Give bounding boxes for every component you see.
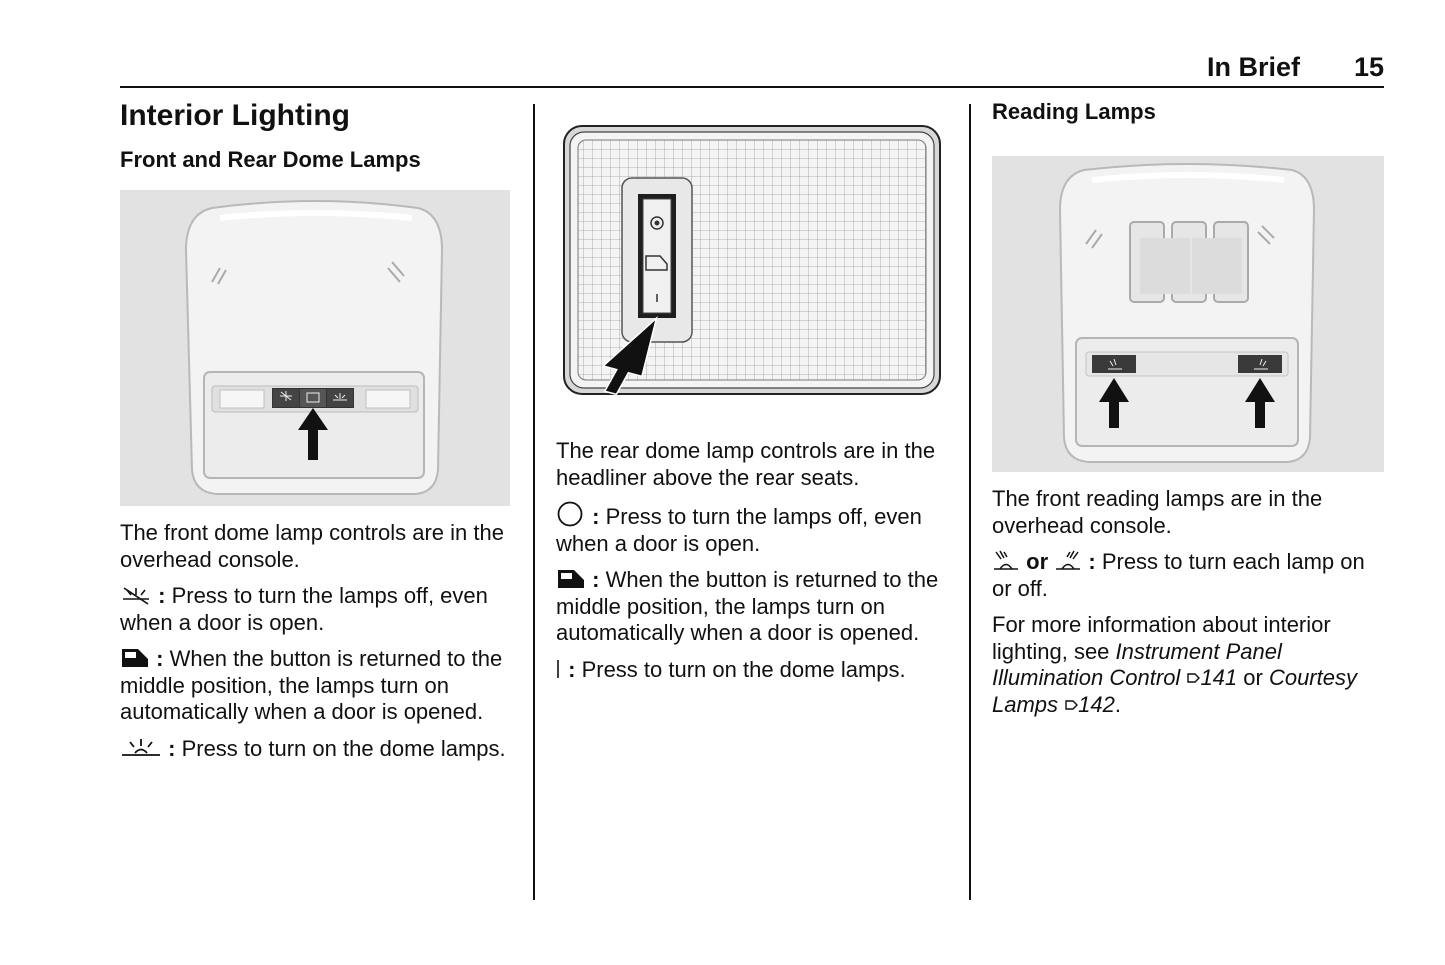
reading-lamp-toggle-item: or : Press to turn each lamp on or off. (992, 549, 1365, 601)
rear-door-item: : When the button is returned to the middle position, the lamps turn on automatically when a door is opened. (556, 567, 939, 645)
rear-dome-description: The rear dome lamp controls are in the headliner above the rear seats. (556, 438, 936, 490)
door-icon (120, 647, 150, 669)
front-dome-description: The front dome lamp controls are in the overhead console. (120, 520, 504, 572)
link1-page: 141 (1200, 665, 1238, 690)
door-mode-item: : When the button is returned to the middle position, the lamps turn on automatically when a door is opened. (120, 646, 503, 724)
section-title: In Brief (1206, 52, 1300, 82)
rear-on-item: : Press to turn on the dome lamps. (556, 657, 951, 684)
column-divider-1 (533, 104, 535, 900)
column-3 (992, 98, 1384, 718)
rear-dome-headliner-illustration (556, 122, 946, 398)
rear-off-item: : Press to turn the lamps off, even when a door is open. (556, 501, 951, 557)
left-reading-lamp-icon (992, 550, 1020, 572)
link-instrument-panel-illumination[interactable]: Instrument Panel Illumination Control (992, 638, 1282, 690)
page-title: Interior Lighting (120, 99, 350, 132)
reading-lamps-console-illustration (992, 156, 1384, 472)
link2-page: 142 (1078, 691, 1115, 717)
column-2 (556, 98, 951, 683)
reading-lamps-heading: Reading Lamps (992, 99, 1156, 124)
column-1 (120, 98, 515, 762)
lamp-off-icon (120, 586, 152, 606)
subtitle-dome-lamps: Front and Rear Dome Lamps (120, 147, 421, 172)
link-courtesy-lamps[interactable]: Courtesy Lamps (992, 665, 1357, 717)
page-ref-arrow-icon (1186, 671, 1200, 685)
door-icon (556, 568, 586, 590)
more-info-paragraph: For more information about interior lighting, see Instrument Panel Illumination Control 141 or Courtesy Lamps 142. (992, 612, 1357, 717)
front-dome-console-illustration (120, 190, 510, 506)
lamp-on-icon (120, 737, 162, 759)
column-divider-2 (969, 104, 971, 900)
reading-lamps-description: The front reading lamps are in the overhead console. (992, 486, 1323, 538)
right-reading-lamp-icon (1054, 550, 1082, 572)
lamp-on-item: : Press to turn on the dome lamps. (120, 736, 515, 763)
circle-off-icon (556, 501, 586, 527)
or-word: or (1026, 549, 1049, 574)
page-ref-arrow-icon (1064, 698, 1078, 712)
page-number: 15 (1353, 52, 1384, 82)
lamp-off-item: : Press to turn the lamps off, even when a door is open. (120, 583, 488, 635)
page-header (120, 52, 1384, 88)
